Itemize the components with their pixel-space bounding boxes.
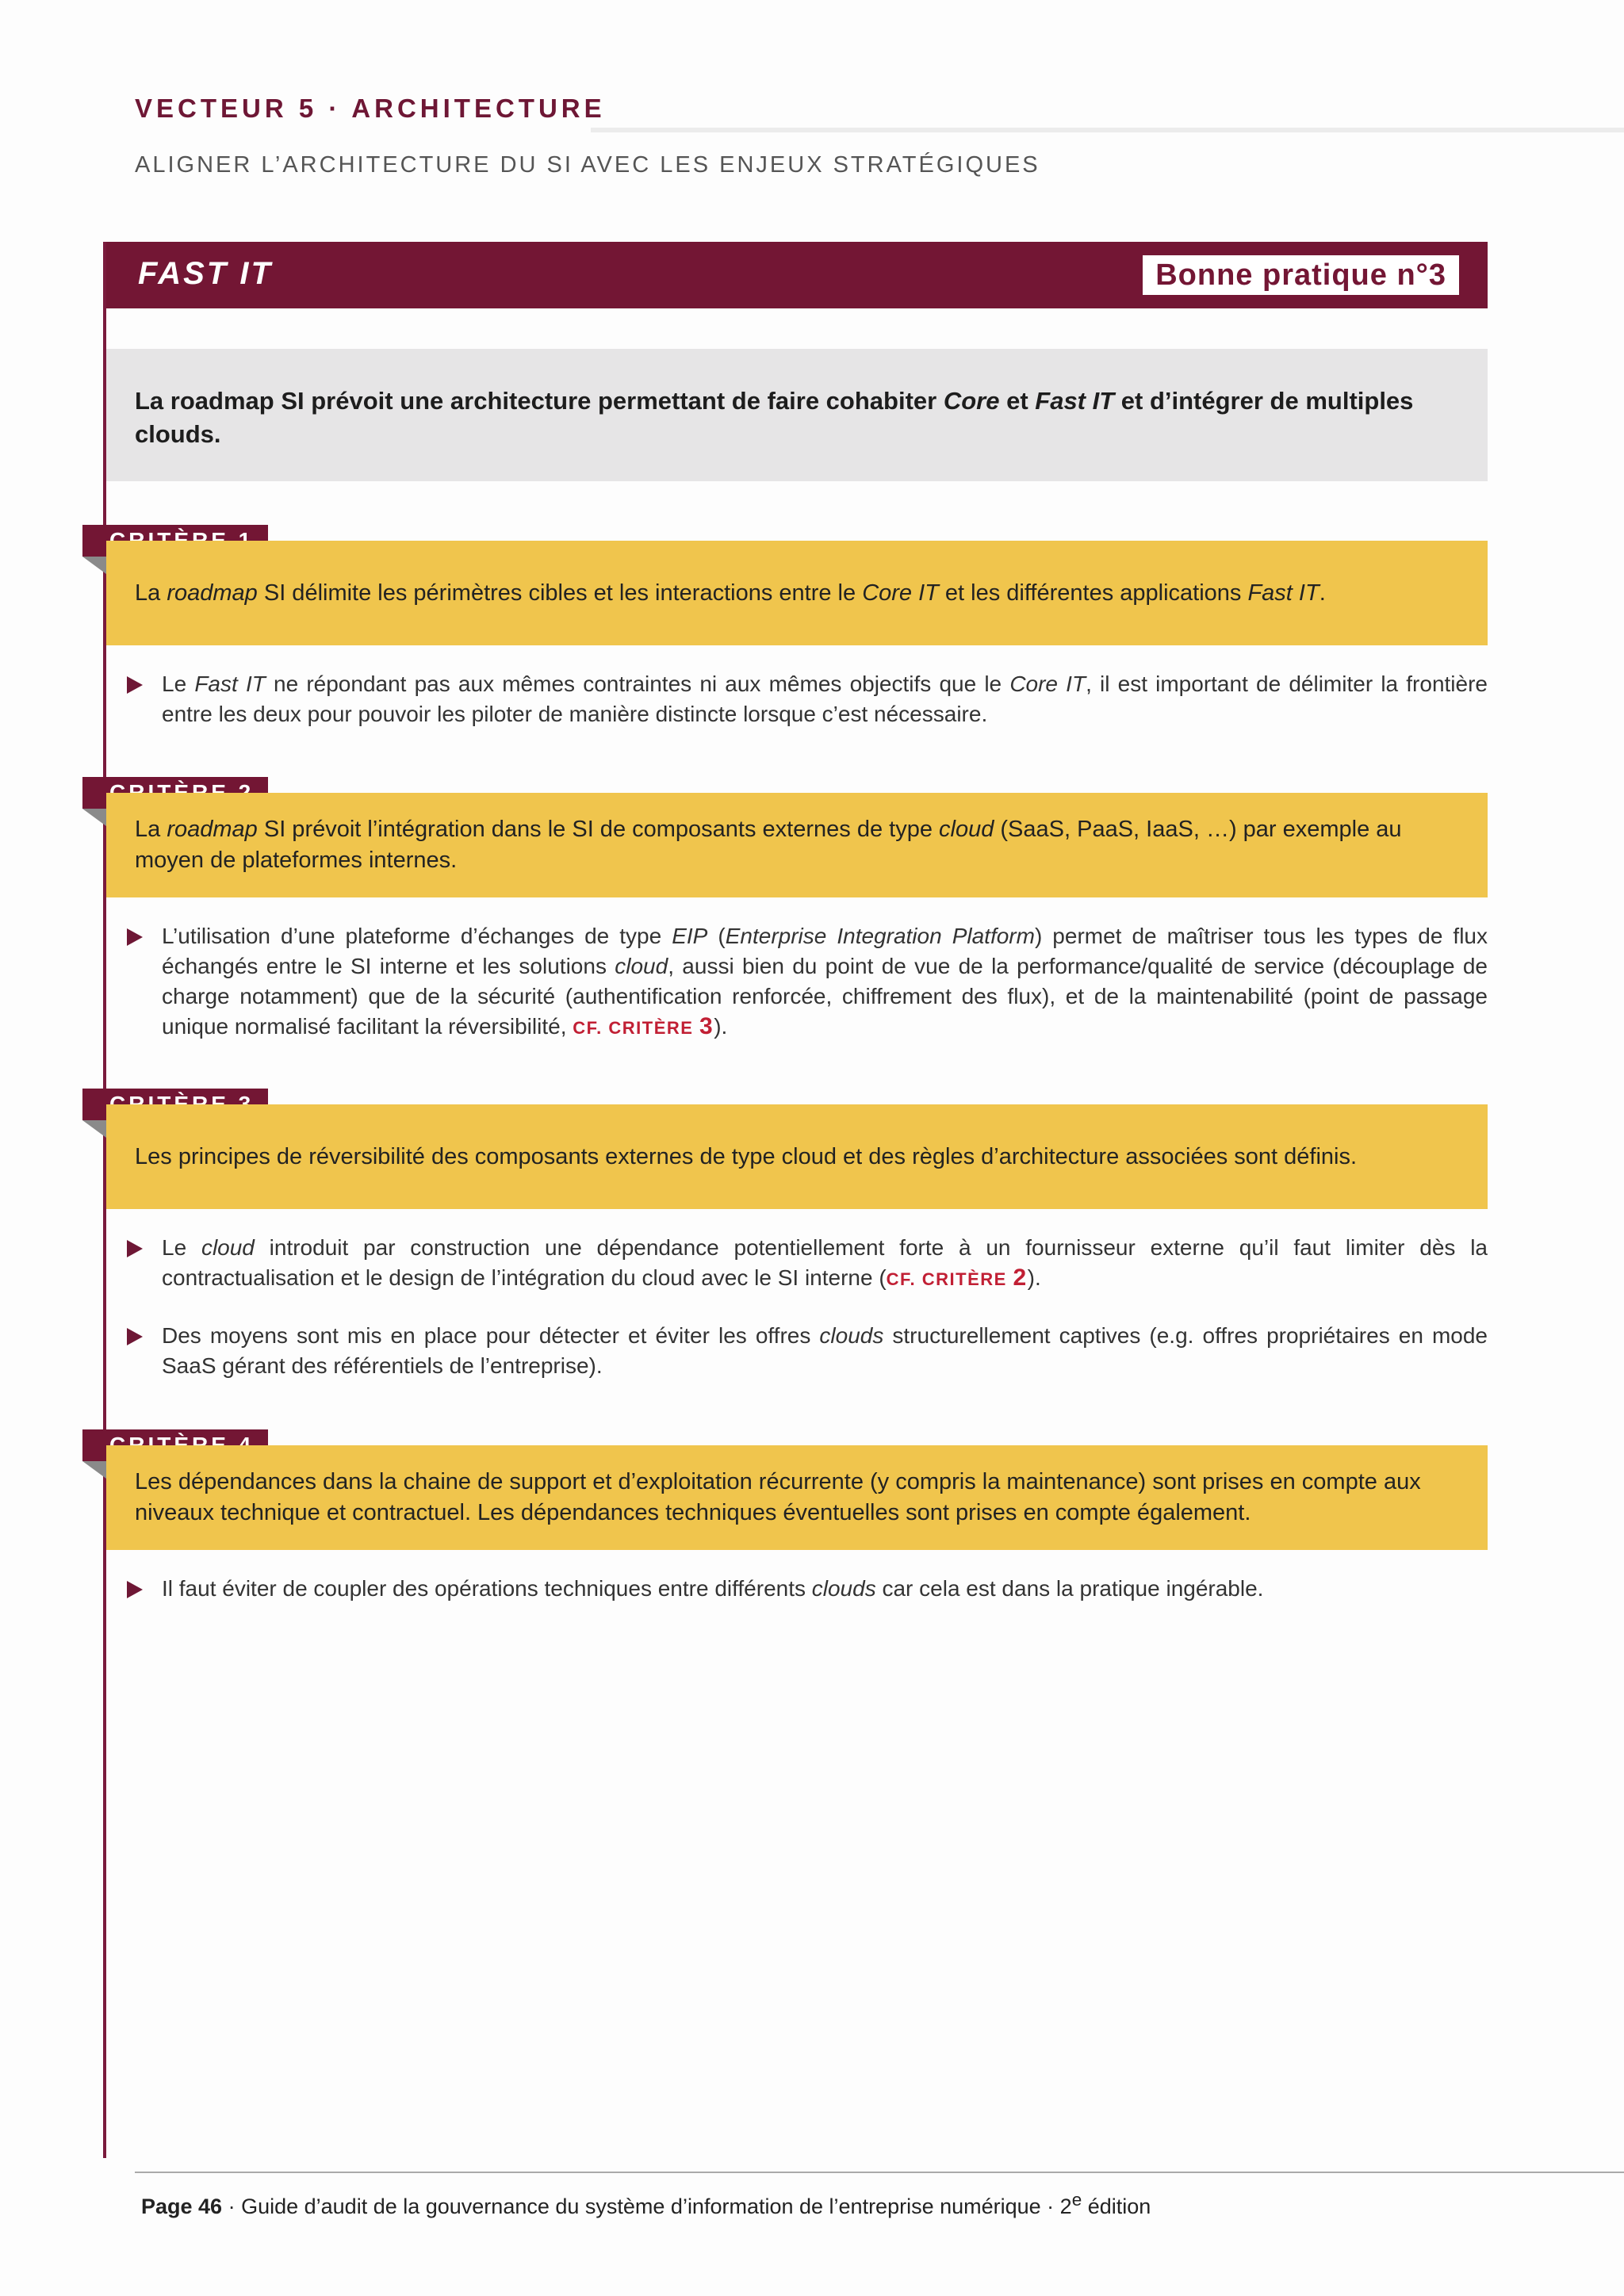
intro-statement: La roadmap SI prévoit une architecture permettant de faire cohabiter Core et Fast IT et d’intégrer de multiples clouds.: [106, 349, 1488, 481]
criterion-fold: [82, 1120, 106, 1138]
page-number: Page 46: [141, 2195, 223, 2218]
bullet-triangle-icon: [127, 1240, 143, 1257]
practice-badge: Bonne pratique n°3: [1143, 255, 1459, 295]
criterion-box: La roadmap SI délimite les périmètres cibles et les interactions entre le Core IT et les différentes applications Fast IT.: [106, 541, 1488, 645]
section-title: VECTEUR 5 · ARCHITECTURE: [135, 94, 606, 123]
criterion-box: Les principes de réversibilité des composants externes de type cloud et des règles d’architecture associées sont définis.: [106, 1104, 1488, 1209]
criterion-bullet: L’utilisation d’une plateforme d’échanges de type EIP (Enterprise Integration Platform) permet de maîtriser tous les types de flux échangés entre le SI interne et les solutions cloud, aussi bien du point de vue de la performance/qualité de service (découplage de charge notamment) que de la sécurité (authentification renforcée, chiffrement des flux), et de la maintenabilité (point de passage unique normalisé facilitant la réversibilité, CF. CRITÈRE 3).: [127, 921, 1488, 1045]
bullet-triangle-icon: [127, 928, 143, 946]
footer-rule: [135, 2172, 1624, 2173]
criterion-bullet: Des moyens sont mis en place pour détecter et éviter les offres clouds structurellement captives (e.g. offres propriétaires en mode SaaS gérant des référentiels de l’entreprise).: [127, 1321, 1488, 1384]
bullet-triangle-icon: [127, 1581, 143, 1598]
practice-title: FAST IT: [138, 256, 273, 291]
criterion-bullet: Le Fast IT ne répondant pas aux mêmes contraintes ni aux mêmes objectifs que le Core IT, il est important de délimiter la frontière entre les deux pour pouvoir les piloter de manière distincte lorsque c’est nécessaire.: [127, 669, 1488, 733]
criterion-bullet: Il faut éviter de coupler des opérations techniques entre différents clouds car cela est dans la pratique ingérable.: [127, 1574, 1488, 1605]
header-rule: [591, 128, 1624, 132]
page-footer: Page 46 · Guide d’audit de la gouvernance du système d’information de l’entreprise numérique · $2^e$ édition: [141, 2190, 1151, 2218]
cross-reference-link[interactable]: CF. CRITÈRE 3: [573, 1013, 714, 1039]
practice-banner: [106, 242, 1488, 308]
criterion-box: La roadmap SI prévoit l’intégration dans le SI de composants externes de type cloud (SaaS, PaaS, IaaS, …) par exemple au moyen de plateformes internes.: [106, 793, 1488, 897]
bullet-triangle-icon: [127, 676, 143, 694]
bullet-triangle-icon: [127, 1328, 143, 1345]
criterion-fold: [82, 557, 106, 574]
criterion-box: Les dépendances dans la chaine de support et d’exploitation récurrente (y compris la maintenance) sont prises en compte aux niveaux technique et contractuel. Les dépendances techniques éventuelles sont prises en compte également.: [106, 1445, 1488, 1550]
cross-reference-link[interactable]: CF. CRITÈRE 2: [886, 1265, 1028, 1291]
criterion-fold: [82, 809, 106, 826]
criterion-fold: [82, 1461, 106, 1479]
section-subtitle: ALIGNER L’ARCHITECTURE DU SI AVEC LES ENJEUX STRATÉGIQUES: [135, 152, 1040, 178]
criterion-bullet: Le cloud introduit par construction une dépendance potentiellement forte à un fournisseur externe qu’il faut limiter dès la contractualisation et le design de l’intégration du cloud avec le SI interne (CF. CRITÈRE 2).: [127, 1233, 1488, 1296]
